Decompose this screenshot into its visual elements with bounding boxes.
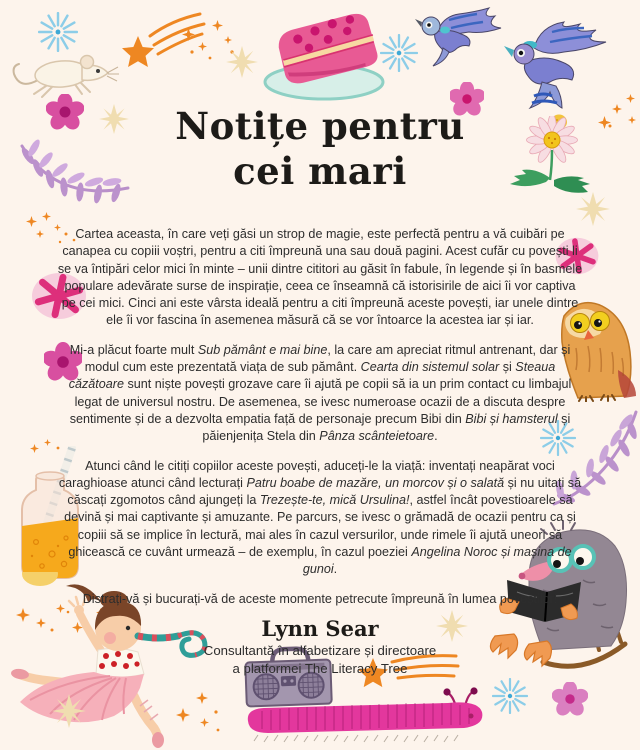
body-paragraphs (56, 226, 584, 608)
pink-flower-icon (552, 682, 588, 716)
bluebird-icon (415, 6, 503, 70)
paragraph: Cartea aceasta, în care veți găsi un strop de magie, este perfectă pentru a vă cuibări pe canapea cu copiii voștri, pentru a citi împreună una sau două pagini. Acest cufăr cu povești li se va întipări celor mici în minte – unii dintre cititori au găsit în fabule, în legende și în basmele populare adevărate surse de inspirație, ceea ce înseamnă că istorisirile de aici îi vor captiva pe cei mici. Cinci ani este vârsta ideală pentru a citi împreună aceste povești, iar unele dintre ele îi vor fascina în asemenea măsură că se vor întoarce la acestea iar și iar. (57, 227, 583, 328)
shooting-star-icon (120, 8, 242, 76)
paragraph: Atunci când le citiți copiilor aceste povești, aduceți-le la viață: inventați neapărat voci caraghioase atunci când lecturați Patru boabe de mazăre, un morcov și o salată și nu uitați să căscați zgomotos când ajungeți la Trezește-te, mică Ursulina!, astfel încât povestioarele să devină și mai captivante și amuzante. Pe parcurs, se ivesc o grămadă de ocazii pentru ca și copiii să se implice în lectură, mai ales în cazul versurilor, unde rimele îi ajută uneori să ghicească ce cuvânt urmează – de exemplu, în cazul poeziei Angelina Noroc și mașina de gunoi. (58, 458, 582, 577)
page-title-line1: Notițe pentru (175, 104, 465, 148)
signature-role-line2: a platformei The Literacy Tree (232, 661, 408, 677)
body-text (56, 226, 584, 678)
paragraph: Distrați-vă și bucurați-vă de aceste momente petrecute împreună în lumea poveștilor! (82, 591, 558, 606)
paragraph: Mi-a plăcut foarte mult Sub pământ e mai bine, la care am apreciat ritmul antrenant, dar și modul cum este prezentată viața de sub pământ. Cearta din sistemul solar și Steaua căzătoare sunt niște povești grozave care îi ajută pe copii să ia un prim contact cu limbajul legat de universul nostru. De asemenea, se ivesc numeroase ocazii de a discuta despre sentimente și de a dezvolta empatia față de personaje precum Bibi din Bibi și hamsterul și păienjenița Stela din Pânza scânteietoare. (68, 342, 572, 444)
birthday-cake-illustration (258, 10, 390, 106)
cream-star-icon (52, 694, 86, 728)
page-title (0, 104, 640, 194)
page-title-line2: cei mari (233, 149, 407, 193)
mouse-illustration (10, 42, 120, 98)
signature-role-line1: Consultantă în alfabetizare și directoare (203, 643, 437, 659)
orange-sparkles-icon (172, 690, 228, 740)
signature-block (56, 615, 584, 678)
signature-name: Lynn Sear (261, 615, 379, 641)
blue-starburst-icon (380, 34, 418, 72)
blue-starburst-icon (492, 678, 528, 714)
cream-star-icon (226, 46, 258, 78)
cream-star-icon (576, 192, 610, 226)
